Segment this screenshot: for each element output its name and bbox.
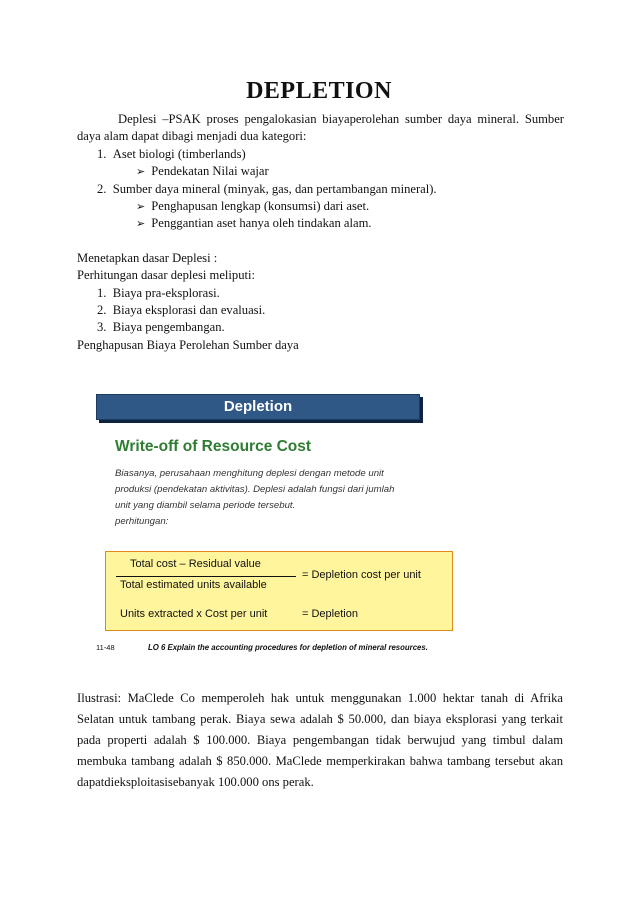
page-title: DEPLETION [246,78,392,104]
category-1-sub-1 [136,163,269,181]
calc-item-3 [97,319,225,336]
illustration-line-4: membuka tambang adalah $ 850.000. MaClede memperkirakan bahwa tambang tersebut akan [77,754,563,768]
illustration-line-2: Selatan untuk tambang perak. Biaya sewa adalah $ 50.000, dan biaya eksplorasi yang terkait [77,712,563,726]
formula-result-1: = Depletion cost per unit [302,569,421,581]
calc-item-label: Biaya pengembangan. [112,320,225,334]
arrow-bullet-icon: ➢ [136,201,146,213]
formula-numerator: Total cost – Residual value [130,558,261,570]
slide-desc-line: produksi (pendekatan aktivitas). Deplesi adalah fungsi dari jumlah [115,484,395,495]
writeoff-heading: Penghapusan Biaya Perolehan Sumber daya [77,338,299,352]
category-2-num: 2. [97,182,107,196]
formula-denominator: Total estimated units available [120,579,267,591]
calc-item-1 [97,285,220,302]
depletion-slide-figure [96,388,460,662]
illustration-line-1: Ilustrasi: MaClede Co memperoleh hak untuk menggunakan 1.000 hektar tanah di Afrika [77,691,563,705]
slide-page-number: 11-48 [96,643,115,652]
slide-desc-line: perhitungan: [115,516,169,527]
calc-item-2 [97,302,265,319]
sub-label: Penghapusan lengkap (konsumsi) dari aset. [151,199,370,213]
category-1 [97,146,246,163]
slide-description [115,466,415,530]
formula-result-2: = Depletion [302,608,358,620]
slide-desc-line: unit yang diambil selama periode tersebut. [115,500,296,511]
category-2-sub-2 [136,215,372,233]
arrow-bullet-icon: ➢ [136,218,146,230]
calc-item-num: 2. [97,303,107,317]
slide-subtitle: Write-off of Resource Cost [115,438,312,455]
sub-label: Penggantian aset hanya oleh tindakan alam. [151,216,372,230]
basis-heading: Menetapkan dasar Deplesi : [77,251,218,265]
slide-title-bar: Depletion [96,394,420,420]
illustration-line-3: pada properti adalah $ 100.000. Biaya pengembangan tidak berwujud yang timbul dalam [77,733,563,747]
arrow-bullet-icon: ➢ [136,166,146,178]
slide-desc-line: Biasanya, perusahaan menghitung deplesi dengan metode unit [115,468,384,479]
calc-item-label: Biaya eksplorasi dan evaluasi. [112,303,266,317]
formula-row-2-left: Units extracted x Cost per unit [120,608,268,620]
illustration-line-5: dapatdieksploitasisebanyak 100.000 ons perak. [77,775,314,789]
category-1-num: 1. [97,147,107,161]
formula-box [105,551,453,631]
calc-item-num: 3. [97,320,107,334]
category-2-label: Sumber daya mineral (minyak, gas, dan pertambangan mineral). [112,182,437,196]
calc-item-num: 1. [97,286,107,300]
calc-heading: Perhitungan dasar deplesi meliputi: [77,268,256,282]
intro-line-1: Deplesi –PSAK proses pengalokasian biayaperolehan sumber daya mineral. Sumber [118,112,564,126]
sub-label: Pendekatan Nilai wajar [151,164,269,178]
slide-footer [96,643,460,652]
slide-learning-objective: LO 6 Explain the accounting procedures for depletion of mineral resources. [148,643,428,652]
intro-line-2: daya alam dapat dibagi menjadi dua kategori: [77,129,307,143]
category-2-sub-1 [136,198,369,216]
category-1-label: Aset biologi (timberlands) [112,147,246,161]
fraction-line [116,576,296,577]
category-2 [97,181,437,198]
calc-item-label: Biaya pra-eksplorasi. [112,286,220,300]
